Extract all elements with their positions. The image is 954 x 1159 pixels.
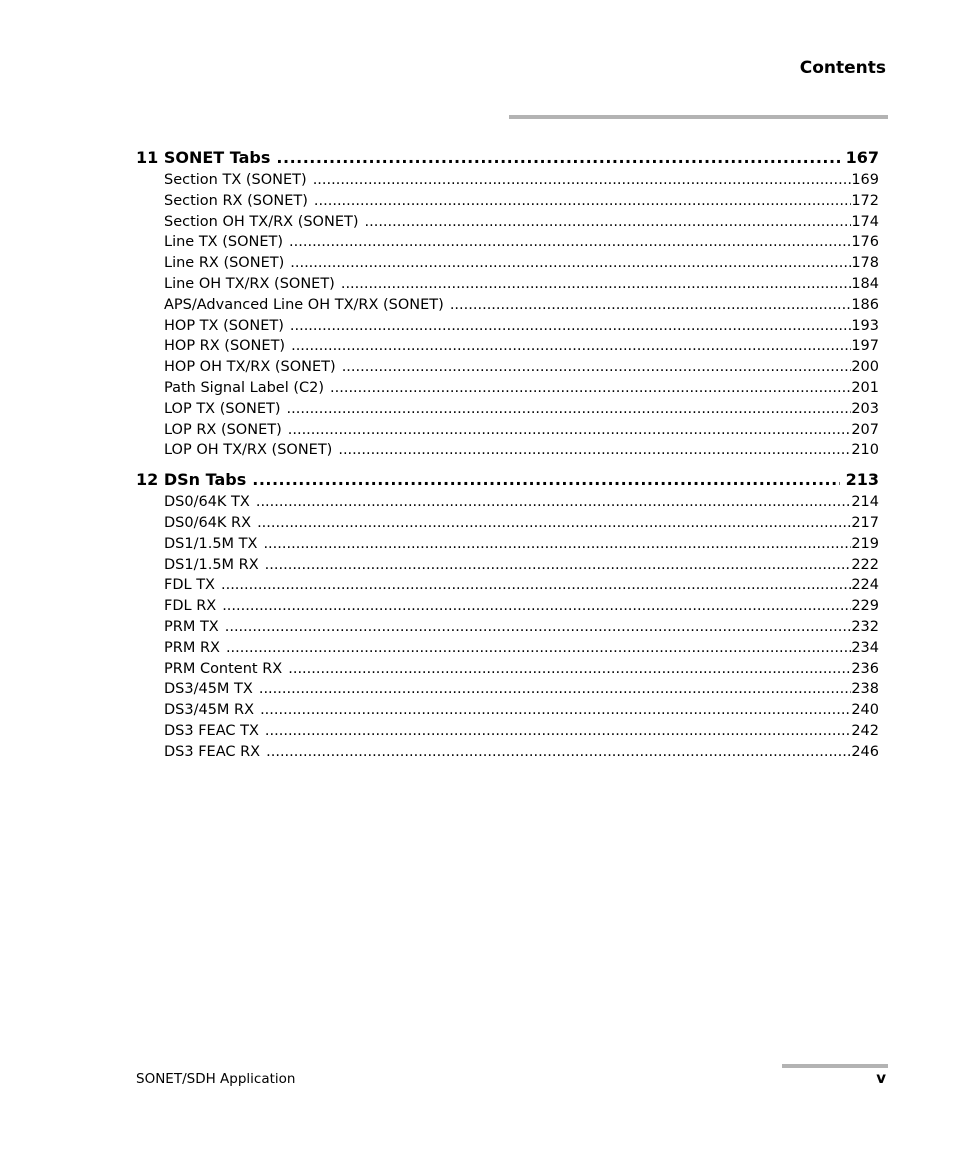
toc-entry-title: DS3 FEAC RX [164, 743, 261, 760]
toc-entry-page: 219 [851, 535, 879, 552]
toc-entry[interactable] [136, 638, 879, 659]
dot-leader [260, 700, 851, 721]
dot-leader [290, 253, 851, 274]
toc-entry[interactable] [136, 721, 879, 742]
dot-leader [263, 534, 851, 555]
toc-entry-title: HOP OH TX/RX (SONET) [164, 359, 336, 376]
dot-leader [266, 742, 851, 763]
dot-leader [256, 492, 851, 513]
toc-entry-page: 178 [851, 255, 879, 272]
toc-entry-title: DS3/45M RX [164, 702, 255, 719]
toc-entry-title: Section OH TX/RX (SONET) [164, 213, 359, 230]
dot-leader [338, 440, 851, 461]
toc-entry[interactable] [136, 316, 879, 337]
dot-leader [330, 378, 851, 399]
toc-entry-page: 234 [851, 639, 879, 656]
toc-entry-title: PRM Content RX [164, 660, 283, 677]
toc-entry-page: 222 [851, 556, 879, 573]
toc-entry-page: 186 [851, 296, 879, 313]
toc-entry[interactable] [136, 534, 879, 555]
dot-leader [450, 295, 851, 316]
toc-entry-page: 217 [851, 514, 879, 531]
dot-leader [225, 617, 852, 638]
toc-entry-title: Section TX (SONET) [164, 172, 307, 188]
toc-chapter-heading[interactable] [136, 468, 879, 492]
toc-entry-page: 240 [851, 702, 879, 719]
dot-leader [221, 575, 851, 596]
dot-leader [257, 513, 851, 534]
toc-entry-page: 203 [851, 400, 879, 417]
toc-entry-title: Path Signal Label (C2) [164, 379, 325, 396]
toc-entry[interactable] [136, 440, 879, 461]
toc-chapter-title [136, 146, 276, 170]
toc-entry[interactable] [136, 742, 879, 763]
toc-entry-page: 214 [851, 494, 879, 511]
toc-entry[interactable] [136, 232, 879, 253]
toc-entry[interactable] [136, 170, 879, 191]
toc-entry-title: DS0/64K TX [164, 494, 250, 511]
toc-entry[interactable] [136, 212, 879, 233]
toc-entry[interactable] [136, 679, 879, 700]
toc-entry-title: Line RX (SONET) [164, 255, 285, 272]
dot-leader [291, 336, 851, 357]
toc-entry[interactable] [136, 336, 879, 357]
toc-entry-page: 229 [851, 598, 879, 615]
dot-leader [265, 721, 851, 742]
dot-leader [314, 191, 851, 212]
table-of-contents [136, 146, 879, 770]
toc-chapter [136, 468, 879, 762]
toc-chapter-name: SONET Tabs [163, 148, 271, 167]
toc-entry[interactable] [136, 295, 879, 316]
toc-entry[interactable] [136, 492, 879, 513]
toc-entry-page: 238 [851, 681, 879, 698]
toc-entry[interactable] [136, 596, 879, 617]
footer-rule [782, 1064, 888, 1068]
dot-leader [226, 638, 851, 659]
dot-leader [259, 679, 851, 700]
toc-entry-page: 176 [851, 234, 879, 251]
toc-entry-title: DS3/45M TX [164, 681, 253, 698]
toc-entry-title: FDL RX [164, 598, 217, 615]
toc-entry-page: 210 [851, 442, 879, 459]
dot-leader [289, 232, 851, 253]
dot-leader [276, 146, 839, 170]
toc-entry[interactable] [136, 555, 879, 576]
toc-chapter [136, 146, 879, 461]
toc-entry-title: HOP RX (SONET) [164, 338, 286, 355]
toc-entry-page: 197 [851, 338, 879, 355]
dot-leader [288, 659, 851, 680]
toc-entry-page: 232 [851, 618, 879, 635]
toc-entry-title: DS1/1.5M RX [164, 556, 259, 573]
dot-leader [288, 420, 852, 441]
toc-chapter-number: 11 [136, 148, 159, 167]
toc-entry-title: DS0/64K RX [164, 514, 252, 531]
toc-entry[interactable] [136, 399, 879, 420]
toc-entry-title: PRM RX [164, 639, 220, 656]
dot-leader [342, 357, 852, 378]
toc-entry[interactable] [136, 575, 879, 596]
toc-entry[interactable] [136, 253, 879, 274]
toc-chapter-name: DSn Tabs [163, 470, 247, 490]
page-title: Contents [799, 58, 886, 78]
dot-leader [341, 274, 851, 295]
toc-entry-title: LOP OH TX/RX (SONET) [164, 442, 333, 459]
toc-entry-title: LOP TX (SONET) [164, 400, 281, 417]
toc-chapter-heading[interactable] [136, 146, 879, 170]
toc-entry-title: Line OH TX/RX (SONET) [164, 275, 335, 292]
toc-entry[interactable] [136, 191, 879, 212]
footer-page-number: v [876, 1069, 886, 1087]
toc-entry-title: DS1/1.5M TX [164, 535, 258, 552]
toc-chapter-page: 167 [845, 148, 879, 167]
toc-entry-page: 242 [851, 722, 879, 739]
header-rule [509, 115, 888, 119]
toc-entry[interactable] [136, 513, 879, 534]
dot-leader [265, 555, 852, 576]
toc-entry-page: 246 [851, 743, 879, 760]
toc-entry[interactable] [136, 700, 879, 721]
toc-entry-title: APS/Advanced Line OH TX/RX (SONET) [164, 296, 444, 313]
toc-entry-page: 184 [851, 275, 879, 292]
toc-entry-title: DS3 FEAC TX [164, 722, 259, 739]
toc-entry-title: LOP RX (SONET) [164, 421, 282, 438]
toc-entry-page: 236 [851, 660, 879, 677]
toc-entry-page: 207 [851, 421, 879, 438]
toc-entry[interactable] [136, 357, 879, 378]
toc-chapter-number: 12 [136, 470, 159, 490]
toc-entry-page: 200 [851, 359, 879, 376]
toc-chapter-page: 213 [845, 470, 879, 490]
toc-entry-page: 224 [851, 577, 879, 594]
toc-chapter-title [136, 468, 252, 492]
toc-entry[interactable] [136, 659, 879, 680]
toc-entry-page: 169 [851, 172, 879, 188]
toc-entry-page: 174 [851, 213, 879, 230]
toc-entry-title: PRM TX [164, 618, 219, 635]
toc-entry-title: Line TX (SONET) [164, 234, 284, 251]
footer-document-title: SONET/SDH Application [136, 1071, 296, 1087]
dot-leader [290, 316, 851, 337]
toc-entry[interactable] [136, 617, 879, 638]
dot-leader [287, 399, 852, 420]
toc-entry[interactable] [136, 274, 879, 295]
dot-leader [365, 212, 852, 233]
dot-leader [222, 596, 851, 617]
toc-entry-title: HOP TX (SONET) [164, 317, 284, 334]
toc-entry-title: Section RX (SONET) [164, 192, 308, 209]
dot-leader [313, 170, 852, 191]
toc-entry[interactable] [136, 420, 879, 441]
toc-entry-page: 193 [851, 317, 879, 334]
toc-entry-page: 201 [851, 379, 879, 396]
toc-entry-page: 172 [851, 192, 879, 209]
toc-entry-title: FDL TX [164, 577, 215, 594]
toc-entry[interactable] [136, 378, 879, 399]
dot-leader [252, 468, 839, 492]
